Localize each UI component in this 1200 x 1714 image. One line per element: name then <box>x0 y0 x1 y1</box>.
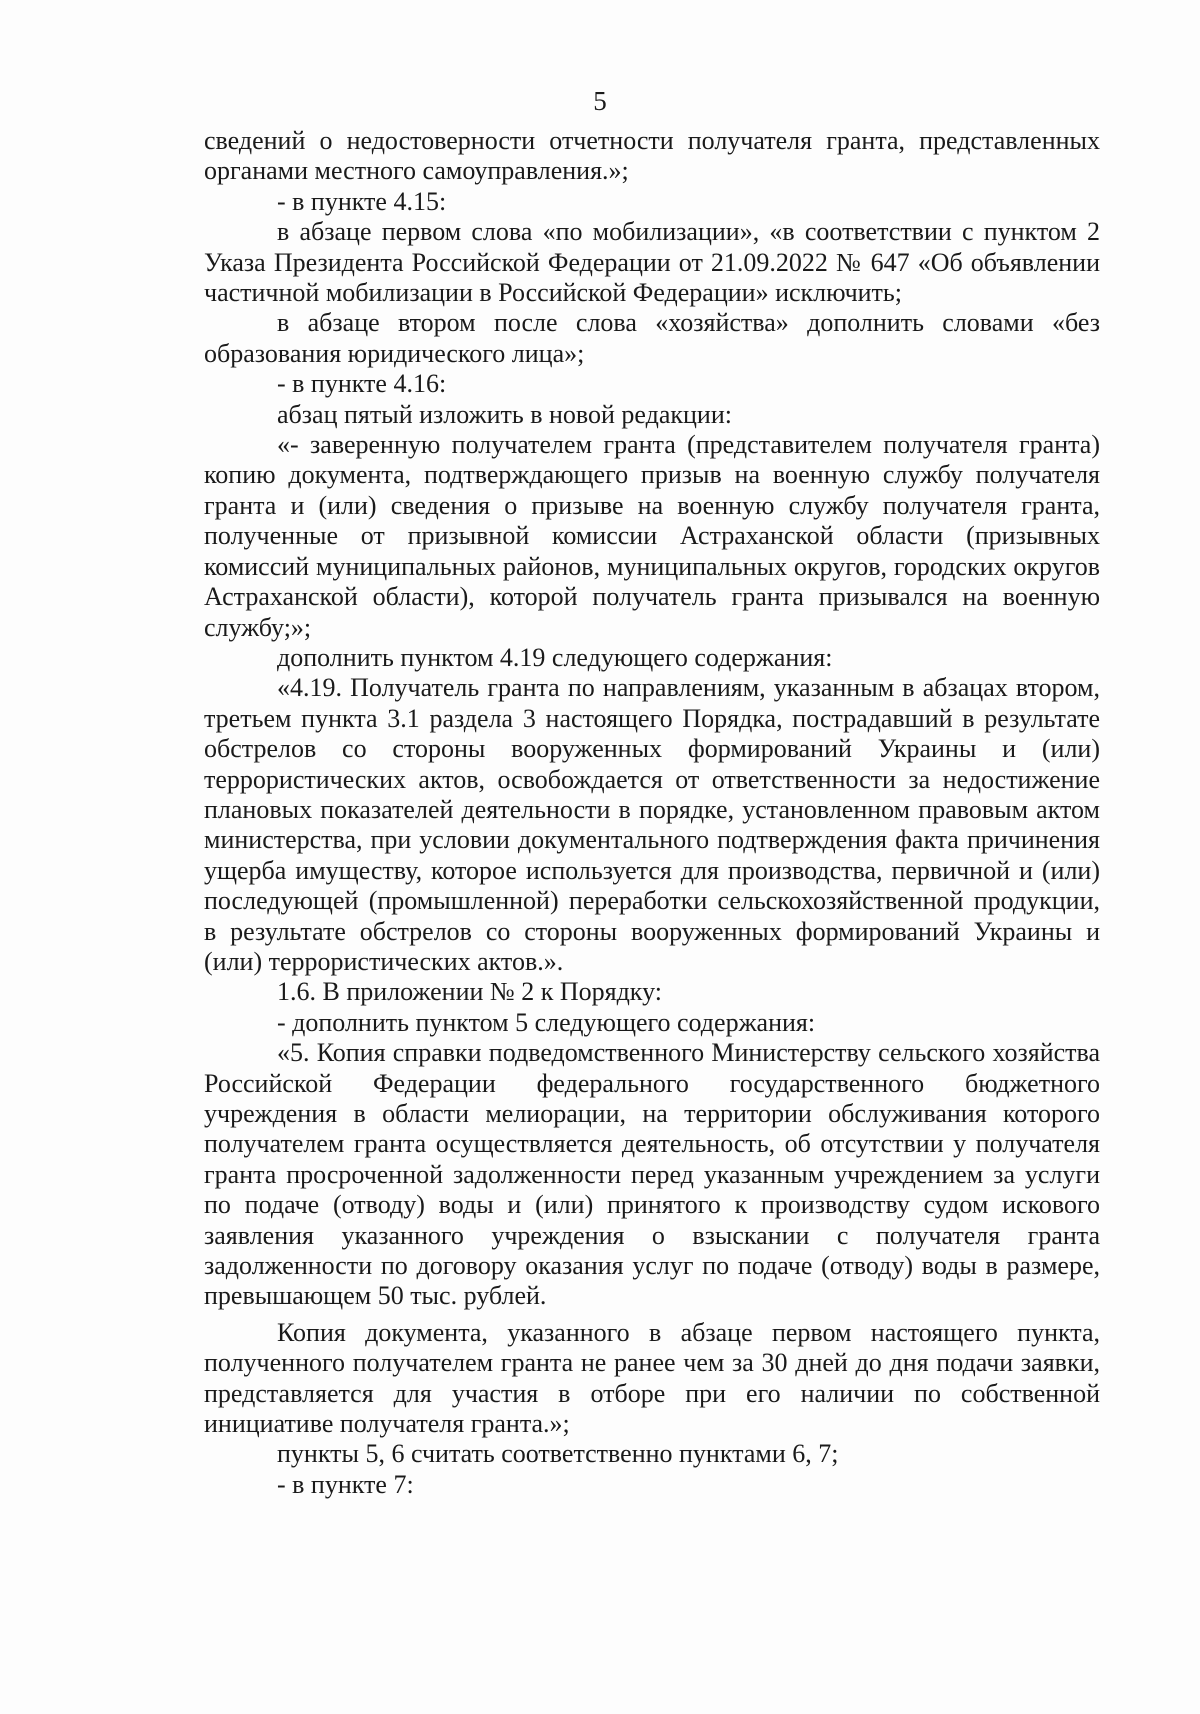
paragraph: в абзаце втором после слова «хозяйства» дополнить словами «без образования юридического лица»; <box>204 308 1100 368</box>
paragraph-section: 1.6. В приложении № 2 к Порядку: <box>277 977 662 1007</box>
paragraph-quote: «4.19. Получатель гранта по направлениям, указанным в абзацах втором, третьем пункта 3.1 раздела 3 настоящего Порядка, пострадавший в результате обстрелов со стороны вооруженных формирований Украины и (или) террористических актов, освобождается от ответственности за недостижение плановых показателей деятельности в порядке, установленном правовым актом министерства, при условии документального подтверждения факта причинения ущерба имуществу, которое используется для производства, первичной и (или) последующей (промышленной) переработки сельскохозяйственной продукции, в результате обстрелов со стороны вооруженных формирований Украины и (или) террористических актов.». <box>204 673 1100 976</box>
paragraph: - в пункте 4.15: <box>277 186 447 216</box>
paragraph-quote: «- заверенную получателем гранта (представителем получателя гранта) копию документа, подтверждающего призыв на военную службу получателя гранта и (или) сведения о призыве на военную службу получателя гранта, полученные от призывной комиссии Астраханской области (призывных комиссий муниципальных районов, муниципальных округов, городских округов Астраханской области), которой получатель гранта призывался на военную службу;»; <box>204 430 1100 642</box>
paragraph: - в пункте 7: <box>277 1469 414 1499</box>
paragraph: в абзаце первом слова «по мобилизации», «в соответствии с пунктом 2 Указа Президента Российской Федерации от 21.09.2022 № 647 «Об объявлении частичной мобилизации в Российской Федерации» исключить; <box>204 217 1100 308</box>
paragraph: пункты 5, 6 считать соответственно пунктами 6, 7; <box>277 1439 839 1469</box>
paragraph: - в пункте 4.16: <box>277 369 447 399</box>
paragraph-continuation: сведений о недостоверности отчетности получателя гранта, представленных органами местного самоуправления.»; <box>204 126 1100 186</box>
document-body <box>204 126 1100 1500</box>
paragraph: Копия документа, указанного в абзаце первом настоящего пункта, полученного получателем гранта не ранее чем за 30 дней до дня подачи заявки, представляется для участия в отборе при его наличии по собственной инициативе получателя гранта.»; <box>204 1317 1100 1439</box>
page-number: 5 <box>593 86 607 116</box>
paragraph: абзац пятый изложить в новой редакции: <box>277 399 732 429</box>
paragraph: - дополнить пунктом 5 следующего содержания: <box>277 1007 816 1037</box>
paragraph: дополнить пунктом 4.19 следующего содержания: <box>277 642 833 672</box>
paragraph-quote: «5. Копия справки подведомственного Министерству сельского хозяйства Российской Федерации федерального государственного бюджетного учреждения в области мелиорации, на территории обслуживания которого получателем гранта осуществляется деятельность, об отсутствии у получателя гранта просроченной задолженности перед указанным учреждением за услуги по подаче (отводу) воды и (или) принятого к производству судом искового заявления указанного учреждения о взыскании с получателя гранта задолженности по договору оказания услуг по подаче (отводу) воды в размере, превышающем 50 тыс. рублей. <box>204 1038 1100 1311</box>
